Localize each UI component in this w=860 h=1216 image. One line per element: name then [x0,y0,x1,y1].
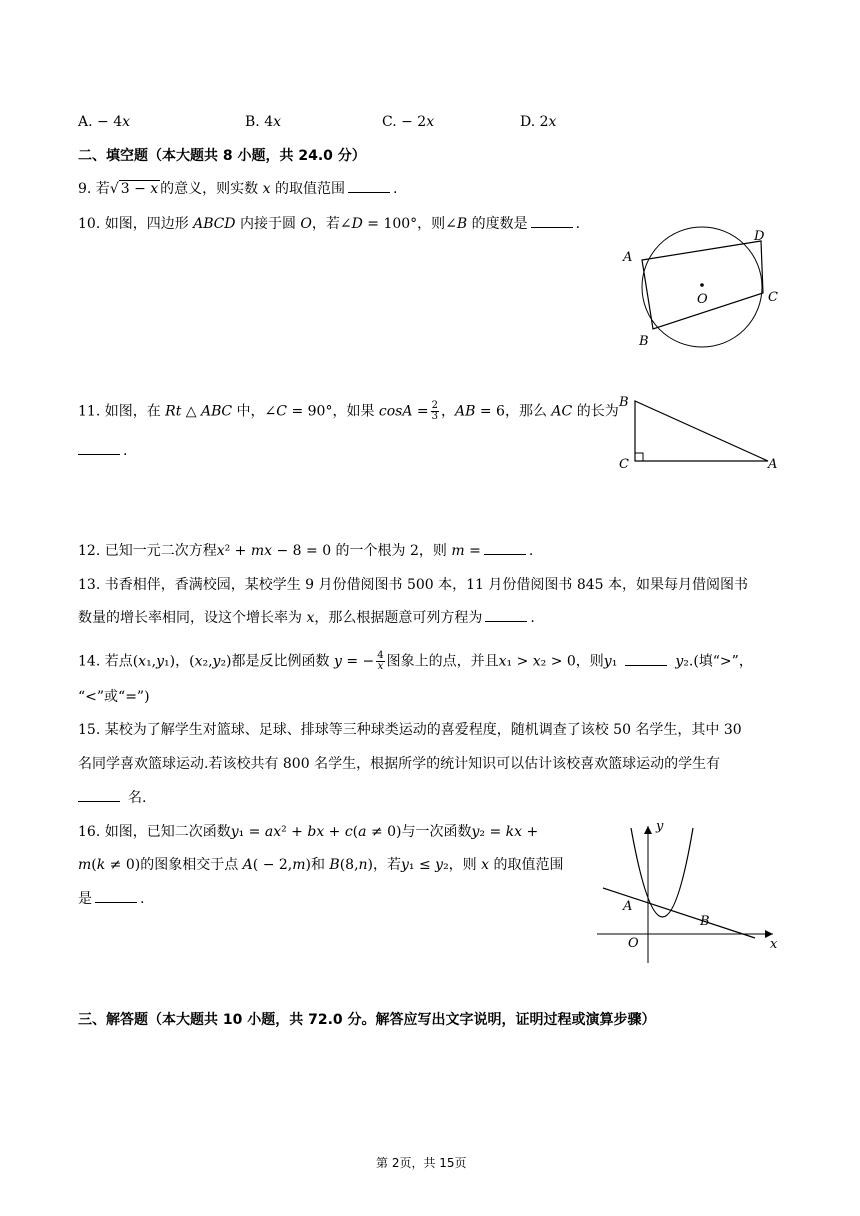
label-a: A [623,250,633,265]
q9-suffix: 的意义，则实数 𝑥 的取值范围 [160,181,345,197]
answer-blank [95,890,137,903]
center-point [700,283,704,287]
label-c: C [619,457,629,472]
question-12 [78,542,533,560]
y-axis-arrow [644,826,652,834]
triangle-abc [635,401,768,461]
q13-end: . [530,610,535,626]
answer-blank [625,653,667,666]
label-a: A [768,457,778,472]
label-y: y [656,819,664,834]
cos-fraction [431,401,439,422]
label-a: A [623,899,633,914]
option-c: C. − 2𝑥 [382,114,435,130]
fraction-denominator: 3 [431,411,439,422]
q9-radicand: 3 − 𝑥 [120,181,159,197]
question-13-line1: 13. 书香相伴，香满校园，某校学生 9 月份借阅图书 500 本，11 月份借阅图书 845 本，如果每月借阅图书 [78,577,749,593]
q10-text: 10. 如图，四边形 𝐴𝐵𝐶𝐷 内接于圆 𝑂，若∠𝐷 = 100°，则∠𝐵 的度数是 [78,216,528,232]
q15-line3-text: 名. [128,790,147,806]
answer-blank [78,789,120,802]
section2-heading: 二、填空题（本大题共 8 小题，共 24.0 分） [78,148,366,164]
q14-text-b: 图象上的点，并且𝑥₁ > 𝑥₂ > 0，则𝑦₁ [386,653,618,670]
right-angle-mark [635,453,643,461]
q11-text-before: 11. 如图，在 𝑅𝑡 △ 𝐴𝐵𝐶 中，∠𝐶 = 90°，如果 𝑐𝑜𝑠𝐴 = [78,403,429,420]
label-d: D [754,229,765,244]
q11-end: . [123,443,128,459]
page-footer: 第 2页，共 15页 [376,1156,467,1170]
q13-line2-text: 数量的增长率相同，设这个增长率为 𝑥，那么根据题意可列方程为 [78,610,483,626]
question-15-line2: 名同学喜欢篮球运动.若该校共有 800 名学生，根据所学的统计知识可以估计该校喜欢篮球运动的学生有 [78,756,721,772]
section3-heading: 三、解答题（本大题共 10 小题，共 72.0 分。解答应写出文字说明，证明过程或演算步骤） [78,1012,656,1028]
fraction-numerator: 4 [377,650,384,661]
answer-blank [531,215,573,228]
question-14-line2: “<”或“=”) [78,689,150,705]
answer-blank [485,609,527,622]
label-x: x [770,937,778,952]
q9-end: . [392,181,398,197]
label-o: O [697,292,708,307]
sqrt-symbol: √ [109,181,119,197]
answer-blank [78,442,120,455]
fraction-numerator: 2 [431,400,439,411]
circle-figure [620,225,785,355]
question-11 [78,401,619,422]
question-16-line2: 𝑚(𝑘 ≠ 0)的图象相交于点 𝐴( − 2,𝑚)和 𝐵(8,𝑛)，若𝑦₁ ≤ 𝑦₂，则 𝑥 的取值范围 [78,857,564,873]
question-13-line2 [78,609,535,627]
label-c: C [768,290,778,305]
q14-text-a: 14. 若点(𝑥₁,𝑦₁)，(𝑥₂,𝑦₂)都是反比例函数 𝑦 = − [78,653,375,670]
question-15-line1: 15. 某校为了解学生对篮球、足球、排球等三种球类运动的喜爱程度，随机调查了该校 50 名学生，其中 30 [78,722,742,738]
triangle-figure [615,390,785,475]
option-b: B. 4𝑥 [245,114,281,130]
label-b: B [700,914,710,929]
answer-blank [348,180,390,193]
question-16-line1: 16. 如图，已知二次函数𝑦₁ = 𝑎𝑥² + 𝑏𝑥 + 𝑐(𝑎 ≠ 0)与一次函数𝑦₂ = 𝑘𝑥 + [78,824,539,840]
question-10 [78,215,580,233]
q16-line3-text: 是 [78,891,92,907]
option-d: D. 2𝑥 [520,114,557,130]
circle-o [642,227,762,347]
question-9 [78,180,397,198]
q14-text-c: 𝑦₂.(填“>”， [675,653,753,670]
question-16-line3 [78,890,144,908]
answer-blank [484,542,526,555]
q11-text-after: ，𝐴𝐵 = 6，那么 𝐴𝐶 的长为 [441,403,619,420]
question-11-line2 [78,442,127,460]
fraction-denominator: 𝑥 [377,661,384,672]
question-15-line3 [78,789,146,807]
label-o: O [628,936,639,951]
question-14 [78,651,753,672]
label-b: B [619,395,629,410]
q9-prefix: 9. 若 [78,181,110,197]
label-b: B [639,334,649,349]
q16-end: . [140,891,145,907]
q12-text: 12. 已知一元二次方程𝑥² + 𝑚𝑥 − 8 = 0 的一个根为 2，则 𝑚 = [78,543,481,559]
function-fraction [376,651,384,672]
parabola-curve [631,828,693,917]
q12-end: . [528,543,534,559]
parabola-figure [593,818,785,968]
option-a: A. − 4𝑥 [78,114,130,130]
q10-end: . [575,216,581,232]
